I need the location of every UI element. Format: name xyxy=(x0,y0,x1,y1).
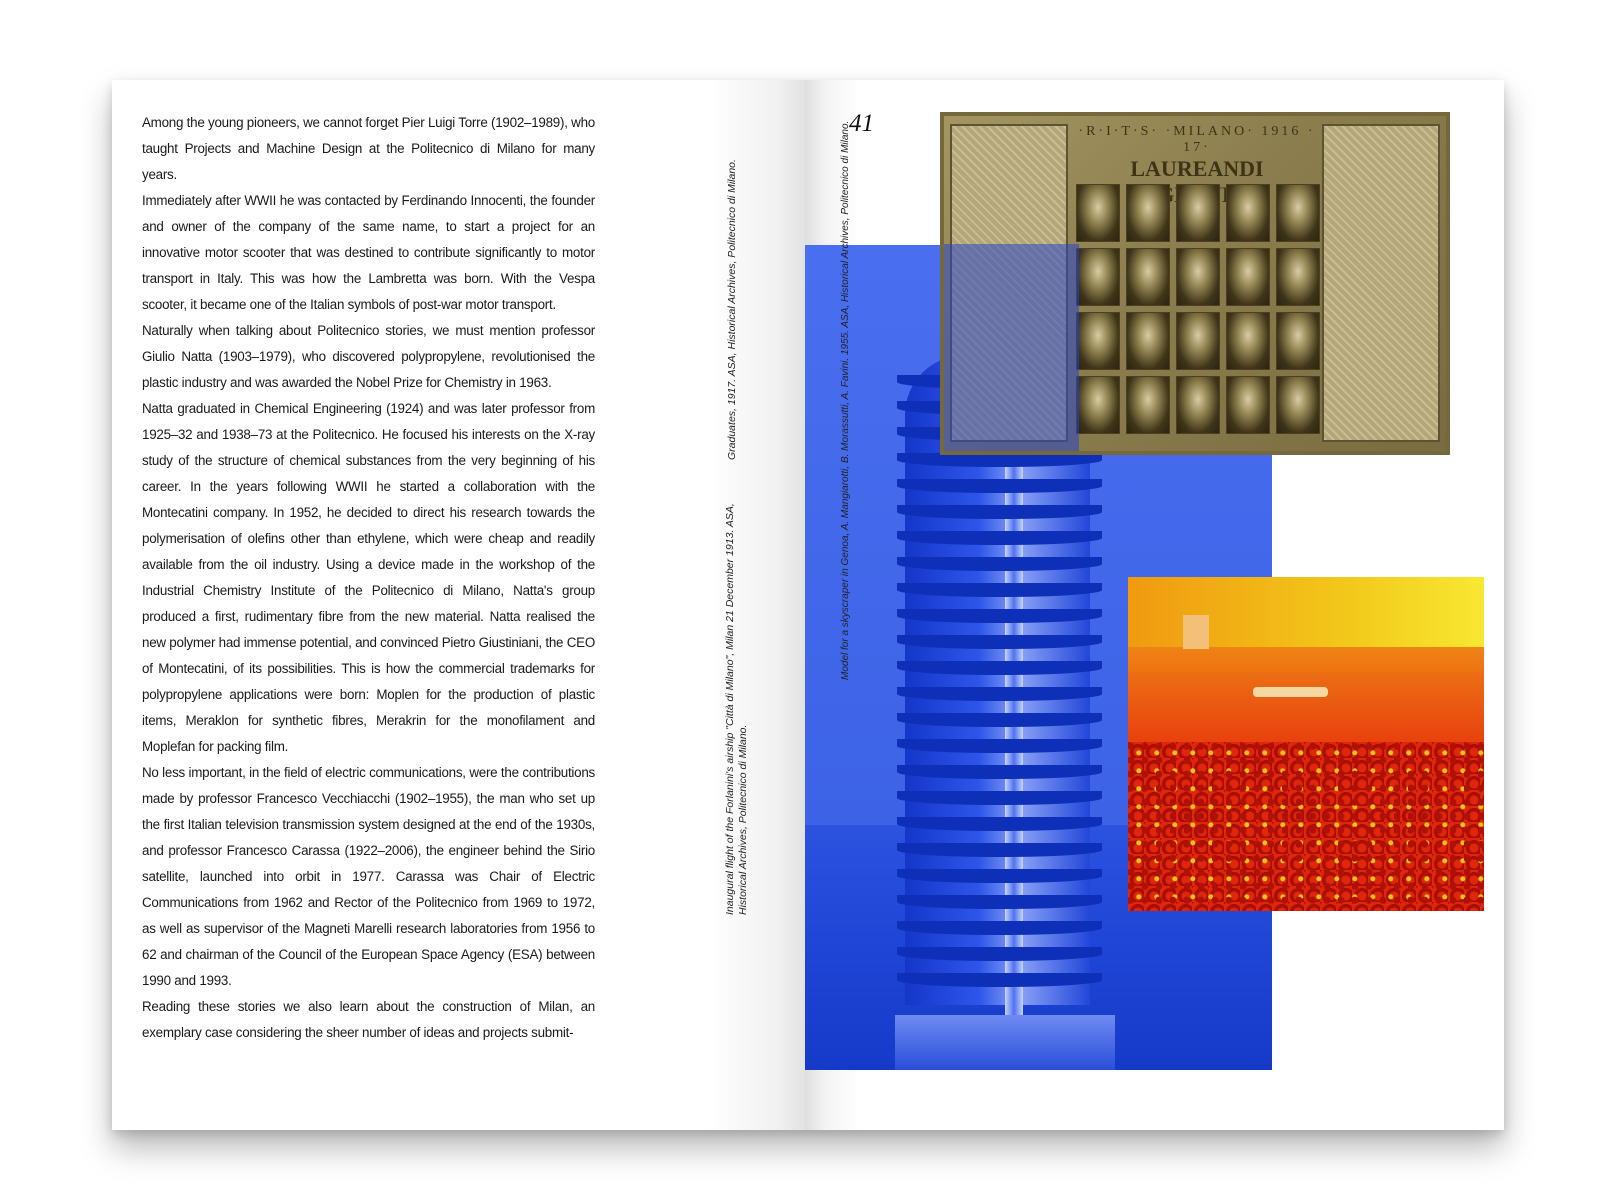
paragraph: No less important, in the field of electric communications, were the contributions made by professor Francesco Vecchiacchi (1902–1955), the man who set up the first Italian television transmission system designed at the end of the 1930s, and professor Francesco Carassa (1922–2006), the engineer behind the Sirio satellite, launched into orbit in 1977. Carassa was Chair of Electric Communications from 1962 and Rector of the Politecnico from 1969 to 1972, as well as supervisor of the Magneti Marelli research laboratories from 1956 to 62 and chairman of the Council of the European Space Agency (ESA) between 1990 and 1993. xyxy=(142,765,595,988)
tower-fin xyxy=(897,921,1102,935)
portrait xyxy=(1226,312,1270,370)
graduates-photo xyxy=(940,112,1450,455)
caption-airship-line1: Inaugural flight of the Forlanini's airship "Città di Milano", Milan 21 December 1913. ASA, xyxy=(724,503,736,915)
photo-hut xyxy=(1183,615,1209,649)
paragraph: Among the young pioneers, we cannot forget Pier Luigi Torre (1902–1989), who taught Projects and Machine Design at the Politecnico di Milano for many years. xyxy=(142,115,595,182)
page-number: 41 xyxy=(849,110,874,137)
portrait xyxy=(1176,184,1220,242)
building-sketch xyxy=(1322,124,1440,442)
tower-fin xyxy=(897,817,1102,831)
portrait xyxy=(1276,376,1320,434)
caption-graduates xyxy=(726,159,739,460)
tower-fin xyxy=(897,531,1102,545)
portrait xyxy=(1276,184,1320,242)
tower-fin xyxy=(897,557,1102,571)
caption-skyscraper xyxy=(839,121,852,680)
tower-fin xyxy=(897,635,1102,649)
tower-fin xyxy=(897,713,1102,727)
photo-heading-small: ·R·I·T·S· ·MILANO· 1916 · 17· xyxy=(1078,124,1316,155)
right-page xyxy=(805,80,1504,1130)
portrait xyxy=(1276,312,1320,370)
tower-fin xyxy=(897,791,1102,805)
portrait xyxy=(1226,376,1270,434)
tower-fin xyxy=(897,583,1102,597)
tower-fin xyxy=(897,505,1102,519)
left-page xyxy=(112,80,805,1130)
portrait xyxy=(1076,248,1120,306)
portrait-grid xyxy=(1076,184,1320,434)
photo-heading xyxy=(1072,124,1322,181)
caption-airship xyxy=(724,503,750,915)
tower-fin xyxy=(897,687,1102,701)
tower-base xyxy=(895,1015,1115,1070)
tower-fin xyxy=(897,453,1102,467)
tower-fin xyxy=(897,661,1102,675)
portrait xyxy=(1176,248,1220,306)
portrait xyxy=(1226,248,1270,306)
portrait xyxy=(1126,184,1170,242)
tower-fin xyxy=(897,947,1102,961)
photo-crowd xyxy=(1128,742,1484,911)
paragraph: Naturally when talking about Politecnico stories, we must mention professor Giulio Natta (1903–1979), who discovered polypropylene, revolutionised the plastic industry and was awarded the Nobel Prize for Chemistry in 1963. xyxy=(142,323,595,390)
portrait xyxy=(1076,312,1120,370)
portrait xyxy=(1226,184,1270,242)
tower-fin xyxy=(897,609,1102,623)
body-text xyxy=(142,110,595,1046)
tower-fin xyxy=(897,739,1102,753)
tower-fin xyxy=(897,973,1102,987)
paragraph: Reading these stories we also learn about the construction of Milan, an exemplary case considering the sheer number of ideas and projects submit- xyxy=(142,999,595,1040)
portrait xyxy=(1176,376,1220,434)
portrait xyxy=(1126,248,1170,306)
book-spread xyxy=(112,80,1504,1130)
tower-fin xyxy=(897,479,1102,493)
caption-graduates-text: Graduates, 1917. ASA, Historical Archives, Politecnico di Milano. xyxy=(726,159,738,460)
portrait xyxy=(1126,376,1170,434)
blue-overlap xyxy=(944,244,1079,455)
portrait xyxy=(1076,376,1120,434)
paragraph: Immediately after WWII he was contacted by Ferdinando Innocenti, the founder and owner of the company of the same name, to start a project for an innovative motor scooter that was destined to contribute significantly to motor transport in Italy. This was how the Lambretta was born. With the Vespa scooter, it became one of the Italian symbols of post-war motor transport. xyxy=(142,193,595,312)
portrait xyxy=(1276,248,1320,306)
photo-field xyxy=(1128,672,1484,742)
tower-fin xyxy=(897,869,1102,883)
portrait xyxy=(1076,184,1120,242)
photo-sky xyxy=(1128,577,1484,647)
tower-fin xyxy=(897,765,1102,779)
caption-skyscraper-text: Model for a skyscraper in Genoa, A. Mangiarotti, B. Morassutti, A. Favini. 1955. ASA, Historical Archives, Politecnico di Milano. xyxy=(840,120,851,680)
tower-fin xyxy=(897,843,1102,857)
paragraph: Natta graduated in Chemical Engineering (1924) and was later professor from 1925–32 and 1938–73 at the Politecnico. He focused his interests on the X-ray study of the structure of chemical substances from the very beginning of his career. In the years following WWII he started a collaboration with the Montecatini company. In 1952, he decided to direct his research towards the polymerisation of olefins other than ethylene, which were cheap and readily available from the oil industry. Using a device made in the workshop of the Industrial Chemistry Institute of the Politecnico di Milano, Natta's group produced a first, rudimentary fibre from the new material. Natta realised the new polymer had immense potential, and convinced Pietro Giustiniani, the CEO of Montecatini, of its possibilities. This is how the commercial trademarks for polypropylene applications were born: Moplen for the production of plastic items, Meraklon for synthetic fibres, Merakrin for the monofilament and Moplefan for packing film. xyxy=(142,401,595,754)
portrait xyxy=(1176,312,1220,370)
airship-shape xyxy=(1253,687,1328,697)
portrait xyxy=(1126,312,1170,370)
caption-airship-line2: Historical Archives, Politecnico di Milano. xyxy=(737,724,749,915)
photo-heading-big: LAUREANDI xyxy=(1130,156,1264,181)
airfield-crowd-photo xyxy=(1128,577,1484,911)
tower-fin xyxy=(897,895,1102,909)
